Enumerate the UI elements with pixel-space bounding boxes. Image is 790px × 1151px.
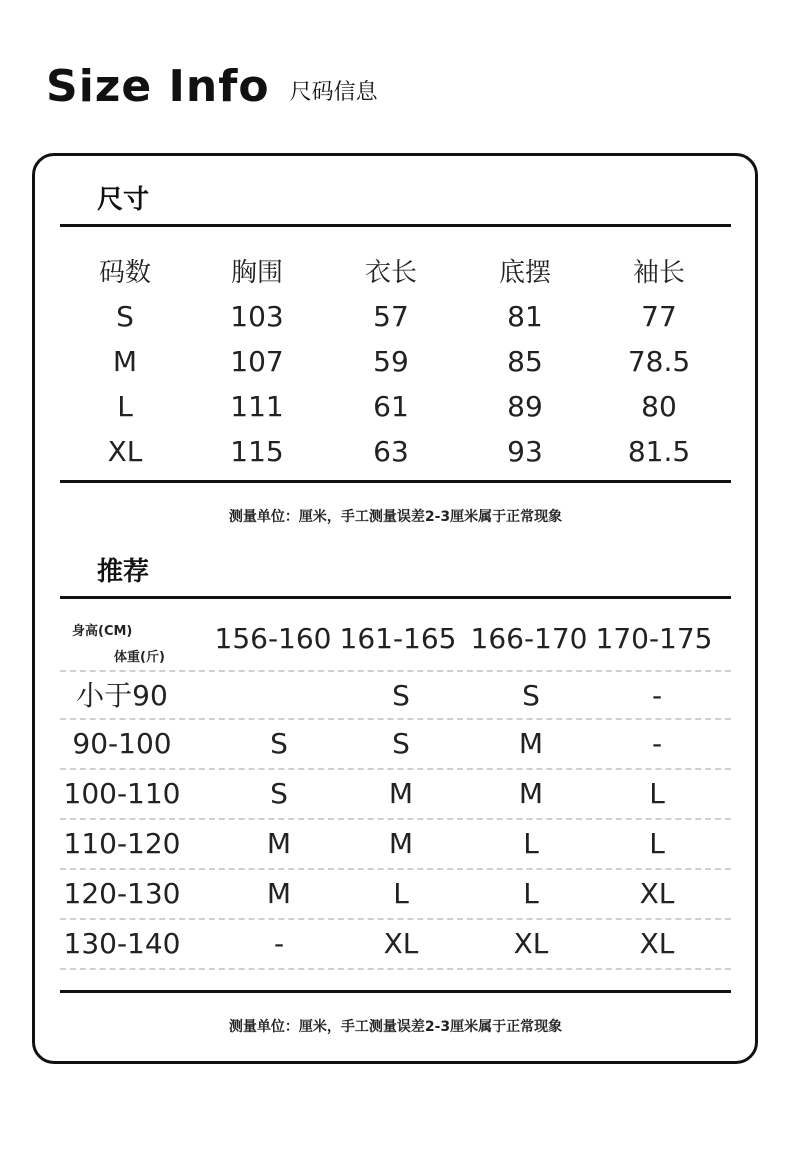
recommend-section-title: 推荐 [97,557,150,587]
table-cell: L [393,877,409,910]
measurement-note: 测量单位：厘米，手工测量误差2-3厘米属于正常现象 [228,1019,563,1035]
table-row [60,770,731,820]
table-cell: - [651,727,663,760]
table-cell: L [649,777,665,810]
table-row [60,720,731,770]
table-row [60,429,731,474]
column-header: 袖长 [632,257,685,288]
weight-axis-label: 体重(斤) [114,650,165,665]
table-cell: M [266,827,292,860]
column-header: 衣长 [364,257,417,288]
column-header: 码数 [98,257,151,288]
table-cell: 115 [230,435,284,468]
table-row [60,384,731,429]
table-cell: 78.5 [627,345,691,378]
measurement-note: 测量单位：厘米，手工测量误差2-3厘米属于正常现象 [228,509,563,525]
table-cell [214,672,344,720]
weight-cell: 100-110 [63,777,181,810]
table-cell: 93 [507,435,543,468]
table-cell: S [392,727,410,760]
table-cell: L [649,827,665,860]
table-cell: 80 [641,390,677,423]
table-cell: 63 [373,435,409,468]
table-cell: M [518,727,544,760]
column-header: 156-160 [214,622,332,655]
weight-cell: 小于90 [76,679,168,712]
table-cell: 111 [230,390,284,423]
table-cell: XL [639,877,675,910]
table-cell: - [273,927,285,960]
table-row [60,670,731,720]
table-cell: 103 [230,300,284,333]
table-cell: M [388,827,414,860]
table-cell: M [266,877,292,910]
weight-cell: 120-130 [63,877,181,910]
recommend-top-rule [60,596,731,599]
table-cell: L [523,827,539,860]
height-axis-label: 身高(CM) [72,624,133,639]
table-cell: L [117,390,133,423]
column-header: 底摆 [498,257,551,288]
table-row [60,870,731,920]
table-cell: XL [383,927,419,960]
table-cell: 59 [373,345,409,378]
size-bottom-rule [60,480,731,483]
table-cell: M [518,777,544,810]
table-cell: M [388,777,414,810]
page-title: Size Info [46,61,270,112]
page-header [46,52,378,112]
size-section-title: 尺寸 [97,185,150,215]
column-header: 161-165 [339,622,457,655]
weight-cell: 90-100 [72,727,172,760]
size-table [60,246,731,474]
table-cell: 89 [507,390,543,423]
table-cell: S [392,679,410,712]
table-row [60,339,731,384]
table-cell: XL [513,927,549,960]
weight-cell: 110-120 [63,827,181,860]
table-cell: 57 [373,300,409,333]
table-cell: 85 [507,345,543,378]
weight-cell: 130-140 [63,927,181,960]
page-subtitle: 尺码信息 [289,80,378,105]
table-cell: M [112,345,138,378]
table-cell: S [522,679,540,712]
table-cell: 81 [507,300,543,333]
table-row [60,920,731,970]
table-cell: S [270,727,288,760]
table-row [60,294,731,339]
size-table-header [60,246,731,294]
table-cell: 77 [641,300,677,333]
size-top-rule [60,224,731,227]
recommend-bottom-rule [60,990,731,993]
table-cell: XL [639,927,675,960]
table-cell: S [116,300,134,333]
table-cell: L [523,877,539,910]
column-header: 170-175 [595,622,713,655]
column-header: 166-170 [470,622,588,655]
table-cell: XL [107,435,143,468]
table-cell: S [270,777,288,810]
table-cell: - [651,679,663,712]
table-cell: 61 [373,390,409,423]
recommend-table-header [60,610,731,670]
table-cell: 81.5 [627,435,691,468]
table-cell: 107 [230,345,284,378]
recommend-table [60,670,731,970]
column-header: 胸围 [230,257,283,288]
table-row [60,820,731,870]
